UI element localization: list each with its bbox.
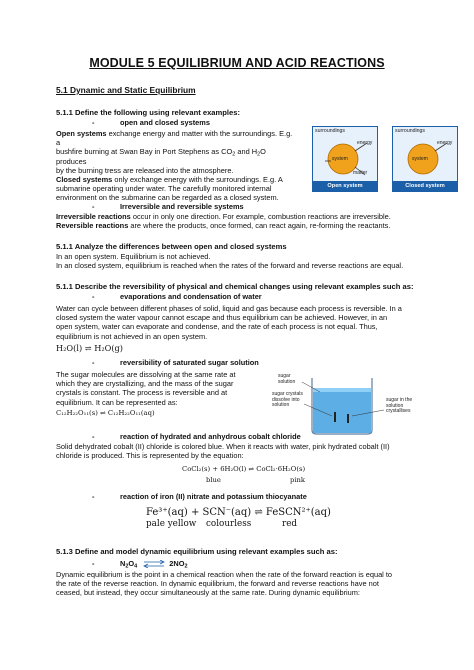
page-title: MODULE 5 EQUILIBRIUM AND ACID REACTIONS xyxy=(89,56,385,70)
bullet-evaporation: - evaporations and condensation of water xyxy=(92,292,262,301)
open-closed-analysis: In an open system. Equilibrium is not achieved. In an closed system, equilibrium is reached when the rates of the forward and reverse reactions are equal. xyxy=(56,252,404,271)
sugar-equation: C₁₂H₂₂O₁₁(s) ⇌ C₁₂H₂₂O₁₁(aq) xyxy=(56,409,155,417)
bullet-iron: - reaction of iron (II) nitrate and potassium thiocyanate xyxy=(92,492,307,501)
cobalt-pink-label: pink xyxy=(290,476,306,484)
bullet-irreversible: - Irreversible and reversible systems xyxy=(92,202,244,211)
cobalt-blue-label: blue xyxy=(206,476,221,484)
open-closed-paragraph: Open systems exchange energy and matter with the surroundings. E.g. a bushfire burning at Swan Bay in Port Stephens as $CO_2$ and $H_2O$ produces by the burning tress are released into the atmosphere. Closed systems only exchange energy with the surroundings. E.g. A submarine operating under water. The carefully monitored internal environment on the submarine can be regarded as a closed system. xyxy=(56,129,293,203)
iron-equation: Fe³⁺(aq) + SCN⁻(aq) ⇌ FeSCN²⁺(aq) xyxy=(146,507,331,518)
iron-colourless-label: colourless xyxy=(206,519,252,529)
bullet-sugar: - reversibility of saturated sugar solution xyxy=(92,358,259,367)
iron-red-label: red xyxy=(282,519,298,529)
subsection-5-1-1-describe-heading: 5.1.1 Describe the reversibility of physical and chemical changes using relevant examples such as: xyxy=(56,282,414,291)
cobalt-equation: CoCl₂(s) + 6H₂O(l) ⇌ CoCl₂·6H₂O(s) xyxy=(182,465,306,473)
bullet-cobalt: - reaction of hydrated and anhydrous cobalt chloride xyxy=(92,432,301,441)
water-equation: H₂O(l) ⇌ H₂O(g) xyxy=(56,343,123,353)
subsection-5-1-3-heading: 5.1.3 Define and model dynamic equilibrium using relevant examples such as: xyxy=(56,547,338,556)
bullet-n2o4: - $N_2O_4$ $2NO_2$ xyxy=(92,559,188,570)
open-system-diagram: surroundings energy system matter Open system xyxy=(312,126,378,192)
iron-pale-yellow-label: pale yellow xyxy=(146,519,197,529)
section-5-1-heading: 5.1 Dynamic and Static Equilibrium xyxy=(56,85,196,95)
closed-system-diagram: surroundings energy system Closed system xyxy=(392,126,458,192)
bullet-open-closed: - open and closed systems xyxy=(92,118,210,127)
systems-figure xyxy=(312,126,462,198)
dynamic-equilibrium-paragraph: Dynamic equilibrium is the point in a chemical reaction when the rate of the forward reaction is equal to the rate of the reverse reaction. In dynamic equilibrium, the forward and reverse reactions have not ceased, but instead, they occur simultaneously at the same rate. During dynamic equilibrium: xyxy=(56,570,393,598)
equilibrium-arrow-icon xyxy=(143,560,165,568)
sugar-paragraph: The sugar molecules are dissolving at the same rate at which they are crystallizing, and the mass of the sugar crystals is constant. The process is reversible and at equilibrium. It can be represented as: xyxy=(56,370,236,407)
sugar-beaker-figure: sugar solution sugar crystals dissolve into solution sugar in the solution crystallises xyxy=(272,368,422,438)
subsection-5-1-1-define-heading: 5.1.1 Define the following using relevant examples: xyxy=(56,108,240,117)
subsection-5-1-1-analyze-heading: 5.1.1 Analyze the differences between open and closed systems xyxy=(56,242,287,251)
cobalt-paragraph: Solid dehydrated cobalt (II) chloride is colored blue. When it reacts with water, pink hydrated cobalt (II) chloride is produced. This is represented by the equation: xyxy=(56,442,390,461)
reversibility-paragraph: Irreversible reactions occur in only one direction. For example, combustion reactions are irreversible. Reversible reactions are where the products, once formed, can react again, re-forming the reactants. xyxy=(56,212,391,231)
water-paragraph: Water can cycle between different phases of solid, liquid and gas because each process is reversible. In a closed system the water vapour cannot escape and thus equilibrium can be achieved. However, in an open system, water can evaporate and condense, and the rate of each process is not equal. Thus, equilibrium is not achieved in an open system. xyxy=(56,304,402,341)
